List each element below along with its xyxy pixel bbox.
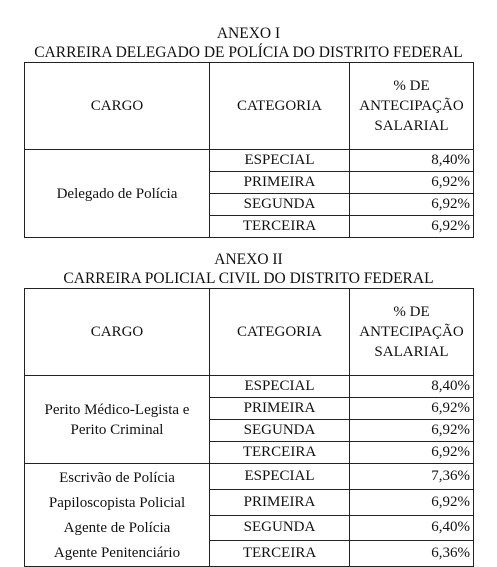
header-pct-label: % DE ANTECIPAÇÃO SALARIAL: [359, 78, 464, 134]
categoria-cell: PRIMEIRA: [210, 489, 350, 515]
header-pct-label: % DE ANTECIPAÇÃO SALARIAL: [359, 304, 464, 360]
categoria-cell: SEGUNDA: [210, 515, 350, 541]
pct-cell: 6,92%: [350, 398, 474, 420]
header-row: [25, 63, 474, 150]
categoria-cell: PRIMEIRA: [210, 172, 350, 194]
table-row: [25, 464, 474, 490]
header-pct: [350, 289, 474, 376]
cargo-item: Papiloscopista Policial: [48, 495, 186, 511]
pct-cell: 6,92%: [350, 420, 474, 442]
categoria-cell: TERCEIRA: [210, 541, 350, 567]
header-pct: [350, 63, 474, 150]
pct-cell: 7,36%: [350, 464, 474, 490]
annex-1-title: ANEXO I: [216, 25, 281, 42]
categoria-cell: ESPECIAL: [210, 376, 350, 398]
categoria-cell: ESPECIAL: [210, 464, 350, 490]
cargo-cell: Perito Médico-Legista e Perito Criminal: [25, 376, 210, 464]
pct-cell: 6,92%: [350, 489, 474, 515]
annex-1-subtitle: CARREIRA DELEGADO DE POLÍCIA DO DISTRITO FEDERAL: [34, 44, 463, 61]
annex-1: [24, 24, 473, 238]
cargo-list-cell: [25, 464, 210, 567]
cargo-item: Agente Penitenciário: [53, 545, 181, 561]
categoria-cell: PRIMEIRA: [210, 398, 350, 420]
annex-2-subtitle: CARREIRA POLICIAL CIVIL DO DISTRITO FEDERAL: [63, 270, 434, 287]
annex-1-table: [24, 62, 474, 238]
cargo-item: Escrivão de Polícia: [59, 470, 175, 486]
categoria-cell: SEGUNDA: [210, 194, 350, 216]
categoria-cell: TERCEIRA: [210, 442, 350, 464]
pct-cell: 6,92%: [350, 216, 474, 238]
pct-cell: 6,92%: [350, 442, 474, 464]
cargo-item: Agente de Polícia: [63, 520, 171, 536]
header-row: [25, 289, 474, 376]
header-cargo: CARGO: [25, 289, 210, 376]
header-cargo: CARGO: [25, 63, 210, 150]
pct-cell: 6,36%: [350, 541, 474, 567]
header-categoria: CATEGORIA: [210, 289, 350, 376]
pct-cell: 8,40%: [350, 376, 474, 398]
pct-cell: 8,40%: [350, 150, 474, 172]
pct-cell: 6,40%: [350, 515, 474, 541]
cargo-cell: Delegado de Polícia: [25, 150, 210, 238]
pct-cell: 6,92%: [350, 194, 474, 216]
annex-2-table: [24, 288, 474, 567]
annex-2: [24, 250, 473, 567]
categoria-cell: SEGUNDA: [210, 420, 350, 442]
table-row: [25, 150, 474, 172]
header-categoria: CATEGORIA: [210, 63, 350, 150]
table-row: [25, 376, 474, 398]
categoria-cell: TERCEIRA: [210, 216, 350, 238]
pct-cell: 6,92%: [350, 172, 474, 194]
annex-2-title: ANEXO II: [214, 251, 283, 268]
categoria-cell: ESPECIAL: [210, 150, 350, 172]
